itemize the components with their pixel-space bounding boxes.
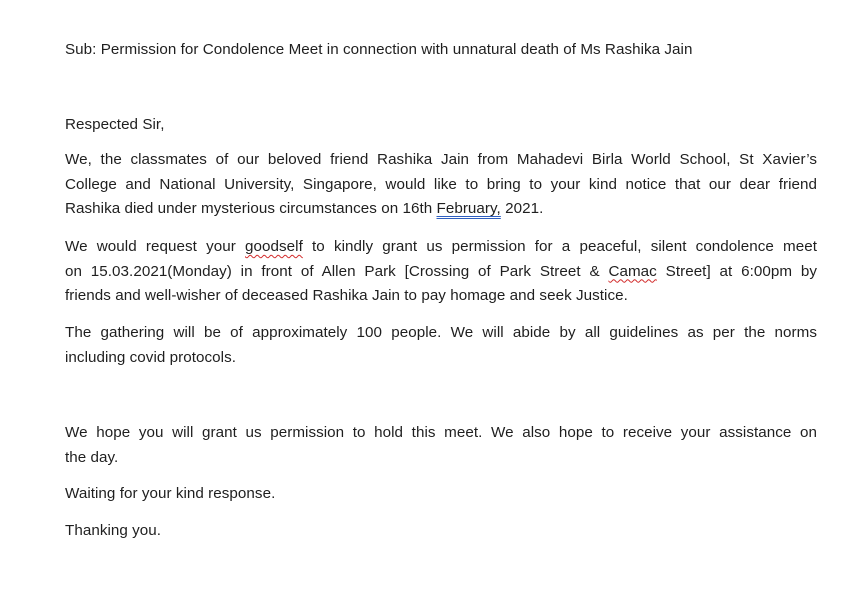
paragraph-line <box>65 235 817 260</box>
paragraph-line: We hope you will grant us permission to hold this meet. We also hope to receive your assistance on <box>65 424 817 441</box>
paragraph-line: We, the classmates of our beloved friend Rashika Jain from Mahadevi Birla World School, St Xavier’s <box>65 151 817 168</box>
salutation: Respected Sir, <box>65 116 165 133</box>
paragraph-gathering <box>65 321 817 370</box>
paragraph-hope <box>65 421 817 470</box>
paragraph-line: the day. <box>65 448 119 466</box>
text-run: We would request your <box>65 238 246 255</box>
paragraph-line <box>65 197 817 222</box>
paragraph-line <box>65 260 817 285</box>
spelling-flag[interactable]: goodself <box>245 238 303 255</box>
text-run: Street] at 6:00pm by <box>656 262 818 280</box>
paragraph-line: friends and well-wisher of deceased Rashika Jain to pay homage and seek Justice. <box>65 287 628 305</box>
closing-thanks: Thanking you. <box>65 522 162 539</box>
paragraph-line: College and National University, Singapore, would like to bring to your kind notice that our dear friend <box>65 175 817 193</box>
paragraph-request <box>65 235 817 309</box>
spelling-flag[interactable]: Camac <box>608 262 657 280</box>
paragraph-line: including covid protocols. <box>65 348 236 366</box>
grammar-flag[interactable]: February, <box>436 200 501 218</box>
closing-request: Waiting for your kind response. <box>65 485 276 502</box>
paragraph-line: The gathering will be of approximately 100 people. We will abide by all guidelines as per the norms <box>65 324 817 341</box>
text-run: on 15.03.2021(Monday) in front of Allen Park [Crossing of Park Street & <box>65 262 609 280</box>
text-run: 2021. <box>500 200 544 218</box>
text-run: to kindly grant us permission for a peaceful, silent condolence meet <box>302 238 817 255</box>
paragraph-notice <box>65 148 817 222</box>
text-run: Rashika died under mysterious circumstances on 16th <box>65 200 437 218</box>
subject-line: Sub: Permission for Condolence Meet in connection with unnatural death of Ms Rashika Jain <box>65 41 693 58</box>
